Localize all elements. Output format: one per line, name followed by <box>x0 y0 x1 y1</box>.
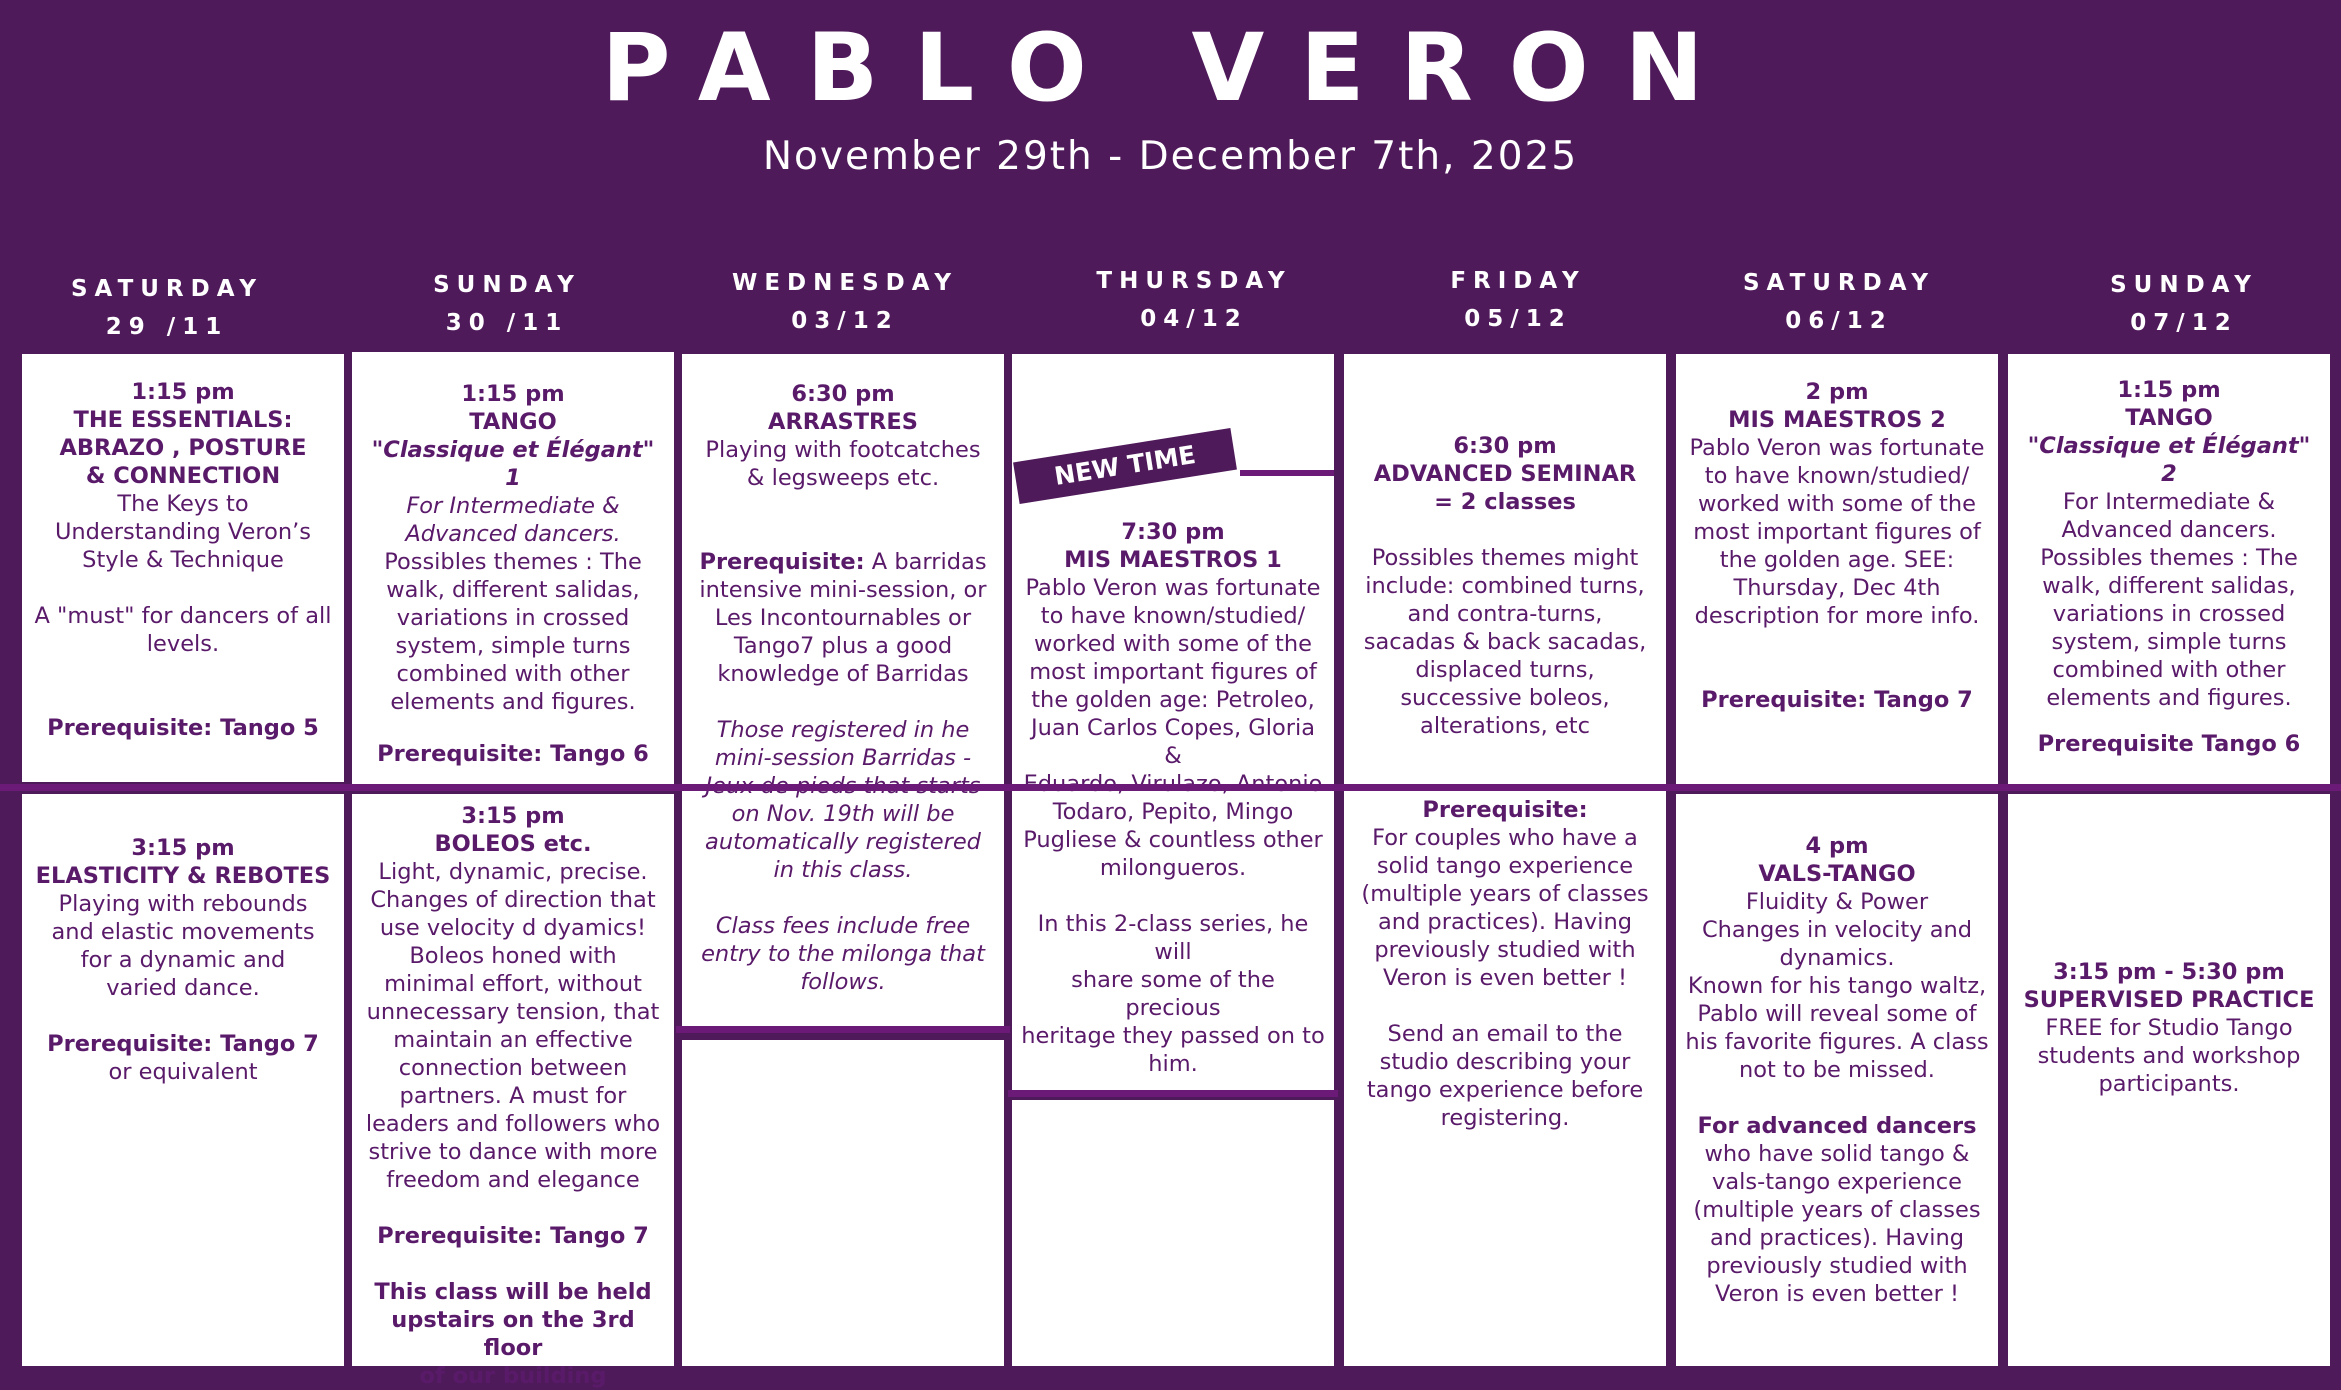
class-description: FREE for Studio Tango students and workshop participants. <box>2037 1015 2301 1097</box>
day-date: 06/12 <box>1785 308 1893 334</box>
class-description: Pablo Veron was fortunate to have known/studied/ worked with some of the most important figures of the golden age. SEE: Thursday, Dec 4th description for more info. <box>1689 435 1985 629</box>
day-name: SUNDAY <box>433 272 581 298</box>
class-location-note: This class will be held upstairs on the 3rd floor of our building <box>374 1279 652 1389</box>
class-time: 1:15 pm <box>461 381 565 407</box>
class-description: Possibles themes might include: combined turns, and contra-turns, sacadas & back sacadas, displaced turns, successive boleos, alterations, etc <box>1363 545 1647 739</box>
class-time: 1:15 pm <box>2117 377 2221 403</box>
class-title: TANGO <box>2125 405 2213 431</box>
class-time: 3:15 pm - 5:30 pm <box>2053 959 2285 985</box>
class-title: VALS-TANGO <box>1758 861 1916 887</box>
class-prerequisite-extra: or equivalent <box>108 1059 258 1085</box>
day-header <box>3 270 331 346</box>
class-prerequisite: Prerequisite: Tango 7 <box>47 1031 319 1057</box>
day-header <box>681 264 1009 340</box>
class-card <box>1676 354 1998 784</box>
day-date: 05/12 <box>1464 306 1572 332</box>
class-prerequisite: Prerequisite: Tango 6 <box>377 741 649 767</box>
empty-cell <box>682 1040 1004 1366</box>
class-prerequisite <box>690 548 996 688</box>
class-card <box>2008 794 2330 1366</box>
class-time: 2 pm <box>1805 379 1869 405</box>
class-description: Fluidity & Power Changes in velocity and dynamics. Known for his tango waltz, Pablo will reveal some of his favorite figures. A class not to be missed. <box>1685 889 1989 1083</box>
class-description: Possibles themes : The walk, different salidas, variations in crossed system, simple turns combined with other elements and figures. <box>384 549 642 715</box>
class-prerequisite: Prerequisite Tango 6 <box>2037 731 2301 757</box>
day-name: SATURDAY <box>70 276 263 302</box>
class-description: The Keys to Understanding Veron’s Style & Technique <box>54 491 312 573</box>
class-title: SUPERVISED PRACTICE <box>2023 987 2315 1013</box>
level-text: who have solid tango & vals-tango experience (multiple years of classes and practices). Having previously studied with Veron is even better ! <box>1693 1141 1981 1307</box>
class-card <box>22 354 344 782</box>
class-card <box>1344 354 1666 1366</box>
class-prerequisite: Prerequisite: Tango 5 <box>47 715 319 741</box>
day-date: 30 /11 <box>445 310 569 336</box>
class-level: For Intermediate & Advanced dancers. <box>405 493 621 547</box>
class-card <box>22 794 344 1366</box>
class-time: 4 pm <box>1805 833 1869 859</box>
class-time: 7:30 pm <box>1121 519 1225 545</box>
row-divider <box>676 1026 1010 1033</box>
day-date: 03/12 <box>791 308 899 334</box>
class-description: Playing with footcatches & legsweeps etc. <box>705 437 981 491</box>
day-header <box>1675 264 2003 340</box>
class-note: Send an email to the studio describing your tango experience before registering. <box>1366 1021 1644 1131</box>
prerequisite-text: A barridas intensive mini-session, or Les Incontournables or Tango7 plus a good knowledge of Barridas <box>699 549 987 687</box>
class-note: Class fees include free entry to the milonga that follows. <box>701 913 985 995</box>
day-name: SATURDAY <box>1742 270 1935 296</box>
class-time: 6:30 pm <box>1453 433 1557 459</box>
prerequisite-label: Prerequisite: <box>1422 797 1588 823</box>
class-note: A "must" for dancers of all levels. <box>34 603 332 657</box>
day-name: WEDNESDAY <box>731 270 959 296</box>
class-time: 6:30 pm <box>791 381 895 407</box>
day-header <box>343 266 671 342</box>
class-card <box>1676 794 1998 1366</box>
class-description: For Intermediate & Advanced dancers. Possibles themes : The walk, different salidas, variations in crossed system, simple turns combined with other elements and figures. <box>2040 489 2298 711</box>
day-date: 29 /11 <box>105 314 229 340</box>
day-name: FRIDAY <box>1450 268 1586 294</box>
class-title: MIS MAESTROS 2 <box>1728 407 1946 433</box>
class-card <box>2008 354 2330 784</box>
prerequisite-label: Prerequisite: <box>699 549 865 575</box>
class-title: ARRASTRES <box>768 409 918 435</box>
class-card <box>352 352 674 784</box>
class-subtitle: "Classique et Élégant" 2 <box>2027 433 2311 487</box>
class-prerequisite: Prerequisite: Tango 7 <box>377 1223 649 1249</box>
class-title: ADVANCED SEMINAR = 2 classes <box>1373 461 1637 515</box>
class-time: 3:15 pm <box>131 835 235 861</box>
new-time-badge: NEW TIME <box>1013 428 1237 504</box>
day-name: THURSDAY <box>1096 268 1292 294</box>
class-description: Pablo Veron was fortunate to have known/studied/ worked with some of the most important figures of the golden age: Petroleo, Juan Carlos Copes, Gloria & Todaro, Pepito, Mingo Pugliese & countless other milongueros. <box>1023 575 1323 881</box>
day-header <box>2020 266 2341 342</box>
class-title: TANGO <box>469 409 557 435</box>
class-title: MIS MAESTROS 1 <box>1064 547 1282 573</box>
row-divider <box>1008 1090 1338 1097</box>
class-card <box>352 794 674 1389</box>
prerequisite-text: For couples who have a solid tango experience (multiple years of classes and practices). Having previously studied with Veron is even better ! <box>1361 825 1649 991</box>
class-description: In this 2-class series, he will share some of the precious heritage they passed on to him. <box>1021 911 1325 1077</box>
class-time: 3:15 pm <box>461 803 565 829</box>
class-description: Playing with rebounds and elastic movements for a dynamic and varied dance. <box>51 891 315 1001</box>
day-header <box>1030 262 1358 338</box>
day-header <box>1354 262 1682 338</box>
class-subtitle: "Classique et Élégant" 1 <box>371 437 655 491</box>
class-prerequisite: Prerequisite: Tango 7 <box>1701 687 1973 713</box>
class-time: 1:15 pm <box>131 379 235 405</box>
class-title: THE ESSENTIALS: ABRAZO , POSTURE & CONNECTION <box>59 407 307 489</box>
divider <box>1240 470 1334 476</box>
class-note: Those registered in he mini-session Barridas - on Nov. 19th will be automatically registered in this class. <box>705 717 981 883</box>
class-card <box>682 354 1004 1030</box>
level-label: For advanced dancers <box>1697 1113 1977 1139</box>
row-divider <box>0 784 2341 791</box>
day-date: 04/12 <box>1140 306 1248 332</box>
day-name: SUNDAY <box>2110 272 2258 298</box>
page-title: PABLO VERON <box>601 14 1740 123</box>
day-date: 07/12 <box>2130 310 2238 336</box>
date-range: November 29th - December 7th, 2025 <box>762 134 1579 179</box>
class-description: Light, dynamic, precise. Changes of direction that use velocity d dyamics! Boleos honed with minimal effort, without unnecessary tension, that maintain an effective connection between partners. A must for leaders and followers who strive to dance with more freedom and elegance <box>365 859 661 1193</box>
empty-cell <box>1012 1100 1334 1366</box>
class-title: BOLEOS etc. <box>434 831 592 857</box>
class-title: ELASTICITY & REBOTES <box>35 863 331 889</box>
